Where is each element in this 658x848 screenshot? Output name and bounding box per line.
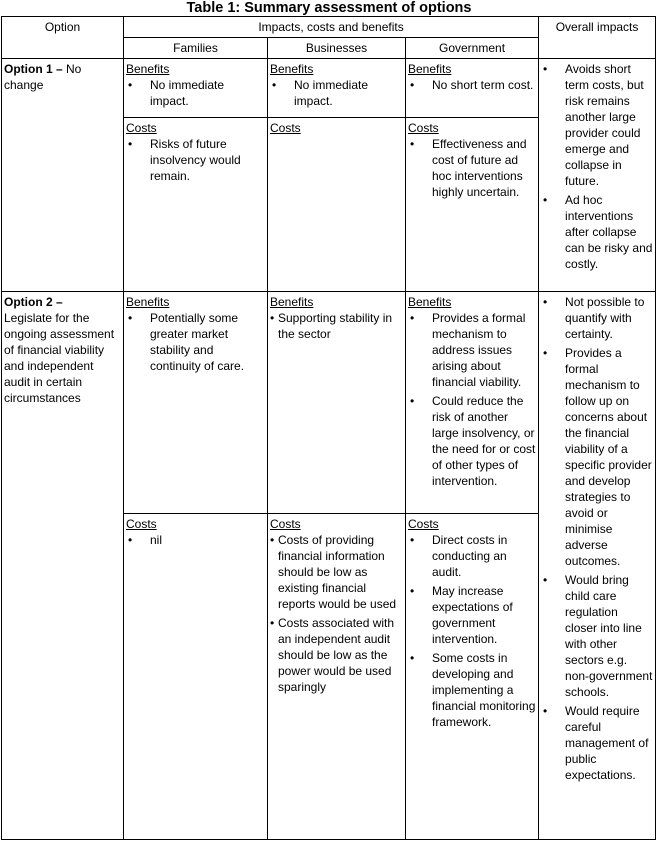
option2-families-benefits [124,292,268,514]
option1-businesses-benefits [268,59,406,118]
list-item: • May increase expectations of government intervention. [408,583,536,647]
benefits-label: Benefits [126,62,170,76]
option2-families-costs [124,514,268,840]
table-title: Table 1: Summary assessment of options [186,0,472,16]
list-item: • Provides a formal mechanism to follow up on concerns about the financial viability of a specific provider and develop strategies to avoid or minimise adverse outcomes. [541,345,653,569]
list-item: • No short term cost. [408,77,536,93]
header-option: Option [2,17,124,59]
option1-desc: No change [4,62,82,92]
option1-benefits-row [2,59,656,118]
list-item: • Risks of future insolvency would remain. [126,136,265,184]
list-item: • Ad hoc interventions after collapse can be risky and costly. [541,192,653,272]
header-overall: Overall impacts [539,17,656,59]
option1-label-cell [2,59,124,292]
option2-desc: Legislate for the ongoing assessment of financial viability and independent audit in certain circumstances [4,311,115,405]
option2-businesses-benefits [268,292,406,514]
list-item: • Supporting stability in the sector [270,310,403,342]
benefits-label: Benefits [408,295,452,309]
option1-businesses-costs [268,118,406,292]
costs-label: Costs [408,517,439,531]
list-item: • No immediate impact. [270,77,403,109]
bullet-list [541,294,653,783]
bullet-list [270,532,403,695]
list-item: • No immediate impact. [126,77,265,109]
list-item: • Potentially some greater market stability and continuity of care. [126,310,265,374]
header-businesses: Businesses [268,38,406,59]
bullet-list [270,77,403,109]
bullet-list [408,77,536,93]
list-item: • Effectiveness and cost of future ad hoc interventions highly uncertain. [408,136,536,200]
list-item: • Direct costs in conducting an audit. [408,532,536,580]
option2-government-benefits [406,292,539,514]
option2-benefits-row [2,292,656,514]
option2-label-cell [2,292,124,840]
option1-families-costs [124,118,268,292]
list-item: • Costs associated with an independent audit should be low as the power would be used sparingly [270,615,403,695]
option1-government-costs [406,118,539,292]
header-families: Families [124,38,268,59]
bullet-list [408,136,536,200]
list-item: • Provides a formal mechanism to address issues arising about financial viability. [408,310,536,390]
option2-name: Option 2 – [4,295,63,309]
bullet-list [126,136,265,184]
list-item: • Costs of providing financial information should be low as existing financial reports would be used [270,532,403,612]
benefits-label: Benefits [270,62,314,76]
option1-government-benefits [406,59,539,118]
bullet-list [408,532,536,730]
option2-businesses-costs [268,514,406,840]
list-item: • Could reduce the risk of another large insolvency, or the need for or cost of other types of intervention. [408,393,536,489]
option2-overall [539,292,656,840]
list-item: • Would require careful management of public expectations. [541,703,653,783]
bullet-list [126,310,265,374]
option2-government-costs [406,514,539,840]
list-item: • Avoids short term costs, but risk remains another large provider could emerge and collapse in future. [541,61,653,189]
bullet-list [126,77,265,109]
list-item: • Not possible to quantify with certainty. [541,294,653,342]
option1-name: Option 1 – [4,62,63,76]
list-item: • nil [126,532,265,548]
option1-families-benefits [124,59,268,118]
costs-label: Costs [270,121,301,135]
option1-overall [539,59,656,292]
benefits-label: Benefits [270,295,314,309]
header-row-top [2,17,656,38]
bullet-list [541,61,653,272]
costs-label: Costs [270,517,301,531]
costs-label: Costs [408,121,439,135]
summary-table [1,16,656,840]
list-item: • Some costs in developing and implementing a financial monitoring framework. [408,650,536,730]
bullet-list [126,532,265,548]
list-item: • Would bring child care regulation closer into line with other sectors e.g. non-government schools. [541,572,653,700]
costs-label: Costs [126,121,157,135]
benefits-label: Benefits [408,62,452,76]
header-impacts: Impacts, costs and benefits [124,17,539,38]
header-government: Government [406,38,539,59]
costs-label: Costs [126,517,157,531]
bullet-list [270,310,403,342]
bullet-list [408,310,536,489]
benefits-label: Benefits [126,295,170,309]
